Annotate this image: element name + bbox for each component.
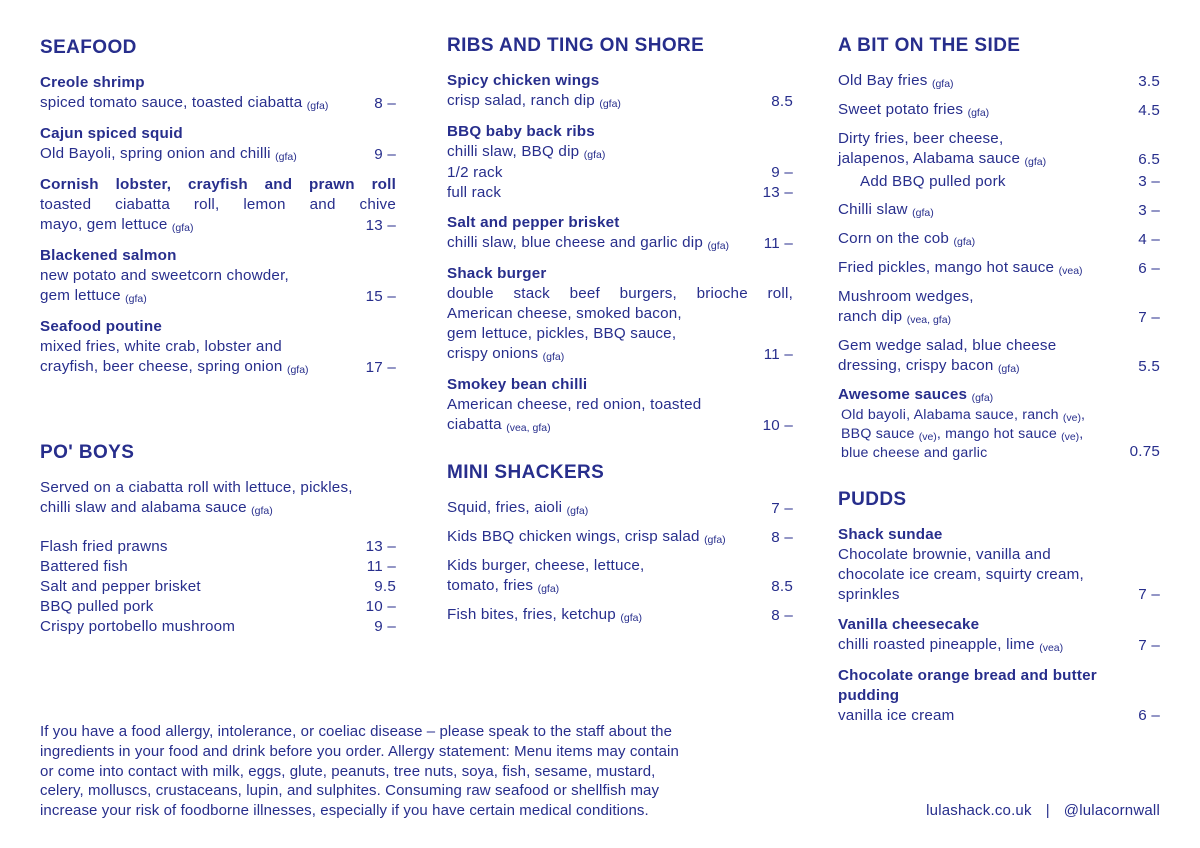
item-description-line: Dirty fries, beer cheese,	[838, 130, 1004, 147]
menu-item	[447, 375, 793, 436]
item-name: BBQ baby back ribs	[447, 123, 595, 140]
item-price: 10 –	[762, 417, 793, 434]
item-price: 17 –	[365, 359, 396, 376]
menu-sub-row	[838, 172, 1160, 192]
item-price: 5.5	[1138, 358, 1160, 375]
section-intro: Served on a ciabatta roll with lettuce, pickles,	[40, 479, 353, 496]
menu-item	[447, 213, 793, 254]
item-price: 3 –	[1138, 202, 1160, 219]
section-title: RIBS AND TING ON SHORE	[447, 35, 705, 56]
menu-row	[40, 537, 396, 557]
section-pudds	[838, 489, 1160, 736]
item-description-line: crayfish, beer cheese, spring onion (gfa)	[40, 358, 309, 376]
item-description-line: jalapenos, Alabama sauce (gfa)	[838, 150, 1047, 168]
item-price: 15 –	[365, 288, 396, 305]
item-name: Awesome sauces (gfa)	[838, 386, 994, 404]
menu-item	[40, 317, 396, 378]
item-description-line: chilli slaw, blue cheese and garlic dip (gfa)	[447, 234, 730, 252]
item-description-line: Old bayoli, Alabama sauce, ranch (ve),	[841, 407, 1086, 424]
item-name: Blackened salmon	[40, 247, 177, 264]
item-description-line: gem lettuce, pickles, BBQ sauce,	[447, 325, 677, 342]
item-name: Cornish lobster, crayfish and prawn roll	[40, 176, 396, 193]
item-description-line: vanilla ice cream	[838, 707, 955, 724]
item-name: Vanilla cheesecake	[838, 616, 980, 633]
row-label: BBQ pulled pork	[40, 598, 154, 615]
item-price: 7 –	[1138, 637, 1160, 654]
menu-item	[838, 200, 1160, 221]
item-description-line: chilli slaw, BBQ dip (gfa)	[447, 143, 606, 161]
item-description-line: Corn on the cob (gfa)	[838, 230, 976, 248]
row-price: 3 –	[1138, 173, 1160, 190]
row-price: 13 –	[365, 538, 396, 555]
item-description-line: Sweet potato fries (gfa)	[838, 101, 990, 119]
allergy-line: If you have a food allergy, intolerance, or coeliac disease – please speak to the staff about the	[40, 723, 673, 740]
allergy-line: increase your risk of foodborne illnesses, especially if you have certain medical conditions.	[40, 802, 649, 820]
item-price: 7 –	[771, 500, 793, 517]
item-price: 8 –	[771, 607, 793, 624]
website-text: lulashack.co.uk	[926, 802, 1032, 819]
row-label: 1/2 rack	[447, 164, 503, 181]
item-description-line: Kids BBQ chicken wings, crisp salad (gfa)	[447, 528, 726, 546]
item-name: Shack sundae	[838, 526, 943, 543]
row-label: Battered fish	[40, 558, 128, 575]
poboys-list	[40, 537, 396, 637]
item-description-line: gem lettuce (gfa)	[40, 287, 147, 305]
item-name: Cajun spiced squid	[40, 125, 183, 142]
item-description-line: new potato and sweetcorn chowder,	[40, 267, 289, 284]
menu-item	[447, 498, 793, 519]
section-title: PUDDS	[838, 489, 907, 510]
menu-item	[447, 122, 793, 203]
footer-separator: |	[1045, 802, 1050, 819]
row-price: 10 –	[365, 598, 396, 615]
section-sides	[838, 35, 1160, 470]
item-description-line: sprinkles	[838, 586, 900, 603]
allergy-notice	[40, 722, 758, 821]
row-label: Add BBQ pulled pork	[860, 173, 1006, 190]
item-description-line: Chilli slaw (gfa)	[838, 201, 934, 219]
item-price: 11 –	[763, 346, 793, 363]
row-label: Salt and pepper brisket	[40, 578, 201, 595]
item-price: 4.5	[1138, 102, 1160, 119]
item-price: 7 –	[1138, 309, 1160, 326]
item-description-line: Mushroom wedges,	[838, 288, 974, 305]
section-intro: chilli slaw and alabama sauce (gfa)	[40, 499, 273, 517]
item-price: 13 –	[365, 217, 396, 234]
item-description-line: Squid, fries, aioli (gfa)	[447, 499, 589, 517]
menu-item	[838, 287, 1160, 328]
item-description-line: blue cheese and garlic	[841, 445, 988, 461]
item-description-line: Kids burger, cheese, lettuce,	[447, 557, 645, 574]
item-price: 8.5	[771, 578, 793, 595]
menu-item	[838, 666, 1160, 726]
instagram-handle: @lulacornwall	[1063, 802, 1160, 819]
item-description-line: Gem wedge salad, blue cheese	[838, 337, 1057, 354]
allergy-line: celery, molluscs, crustaceans, lupin, and sulphites. Consuming raw seafood or shellfish may	[40, 782, 660, 800]
menu-row	[40, 617, 396, 637]
row-price: 13 –	[762, 184, 793, 201]
menu-item	[40, 73, 396, 114]
item-description-line: Old Bayoli, spring onion and chilli (gfa)	[40, 145, 297, 163]
item-price: 3.5	[1138, 73, 1160, 90]
item-description-line: BBQ sauce (ve), mango hot sauce (ve),	[841, 426, 1084, 443]
item-description-line: Fish bites, fries, ketchup (gfa)	[447, 606, 642, 624]
item-name: Chocolate orange bread and butter pudding	[838, 667, 1097, 704]
item-price: 7 –	[1138, 586, 1160, 603]
menu-item	[447, 527, 793, 548]
row-price: 9 –	[374, 618, 396, 635]
allergy-line: or come into contact with milk, eggs, glute, peanuts, tree nuts, soya, fish, sesame, mustard,	[40, 762, 656, 780]
menu-item	[838, 129, 1160, 192]
item-price: 0.75	[1129, 443, 1160, 460]
item-description-line: ranch dip (vea, gfa)	[838, 308, 952, 326]
item-description-line: American cheese, red onion, toasted	[447, 396, 702, 413]
item-price: 6.5	[1138, 151, 1160, 168]
item-description-line: crisp salad, ranch dip (gfa)	[447, 92, 621, 110]
menu-item	[40, 175, 396, 236]
item-description-line: chocolate ice cream, squirty cream,	[838, 566, 1084, 583]
item-description-line: mayo, gem lettuce (gfa)	[40, 216, 194, 234]
section-seafood	[40, 37, 396, 388]
item-name: Shack burger	[447, 265, 547, 282]
menu-item	[447, 264, 793, 365]
footer-links	[926, 802, 1160, 819]
section-title: PO' BOYS	[40, 442, 135, 463]
section-title: A BIT ON THE SIDE	[838, 35, 1021, 56]
item-price: 8 –	[374, 95, 396, 112]
item-description-line: ciabatta (vea, gfa)	[447, 416, 551, 434]
item-name: Spicy chicken wings	[447, 72, 600, 89]
item-price: 11 –	[763, 235, 793, 252]
row-price: 9 –	[771, 164, 793, 181]
menu-item	[447, 556, 793, 597]
row-price: 11 –	[366, 558, 396, 575]
item-description-line: toasted ciabatta roll, lemon and chive	[40, 196, 396, 213]
allergy-line: ingredients in your food and drink before you order. Allergy statement: Menu items may contain	[40, 742, 679, 760]
menu-item	[838, 385, 1160, 462]
menu-item	[40, 246, 396, 307]
item-description-line: double stack beef burgers, brioche roll,	[447, 285, 793, 302]
item-price: 4 –	[1138, 231, 1160, 248]
item-name: Smokey bean chilli	[447, 376, 588, 393]
menu-row	[40, 557, 396, 577]
item-name: Salt and pepper brisket	[447, 214, 620, 231]
menu-item	[447, 605, 793, 626]
menu-item	[838, 71, 1160, 92]
menu-row	[40, 577, 396, 597]
item-description-line: Fried pickles, mango hot sauce (vea)	[838, 259, 1083, 277]
row-label: Flash fried prawns	[40, 538, 168, 555]
menu-item	[40, 124, 396, 165]
menu-item	[838, 100, 1160, 121]
row-price: 9.5	[374, 578, 396, 595]
item-name: Creole shrimp	[40, 74, 145, 91]
item-description-line: crispy onions (gfa)	[447, 345, 565, 363]
menu-item	[838, 615, 1160, 656]
item-description-line: spiced tomato sauce, toasted ciabatta (gfa)	[40, 94, 329, 112]
item-description-line: American cheese, smoked bacon,	[447, 305, 682, 322]
item-description-line: chilli roasted pineapple, lime (vea)	[838, 636, 1064, 654]
menu-row	[40, 597, 396, 617]
section-title: SEAFOOD	[40, 37, 137, 58]
item-description-line: tomato, fries (gfa)	[447, 577, 560, 595]
menu-item	[838, 525, 1160, 605]
section-ribs	[447, 35, 793, 446]
item-description-line: Chocolate brownie, vanilla and	[838, 546, 1051, 563]
menu-row	[447, 183, 793, 203]
item-price: 6 –	[1138, 260, 1160, 277]
menu-item	[838, 229, 1160, 250]
menu-item	[838, 258, 1160, 279]
menu-row	[447, 163, 793, 183]
row-label: Crispy portobello mushroom	[40, 618, 236, 635]
section-mini-shackers	[447, 462, 793, 634]
section-title: MINI SHACKERS	[447, 462, 605, 483]
row-label: full rack	[447, 184, 502, 201]
item-price: 9 –	[374, 146, 396, 163]
item-price: 6 –	[1138, 707, 1160, 724]
item-description-line: mixed fries, white crab, lobster and	[40, 338, 282, 355]
section-poboys	[40, 442, 396, 637]
item-price: 8 –	[771, 529, 793, 546]
item-name: Seafood poutine	[40, 318, 162, 335]
menu-item	[447, 71, 793, 112]
menu-item	[838, 336, 1160, 377]
item-description-line: dressing, crispy bacon (gfa)	[838, 357, 1020, 375]
item-price: 8.5	[771, 93, 793, 110]
item-description-line: Old Bay fries (gfa)	[838, 72, 954, 90]
